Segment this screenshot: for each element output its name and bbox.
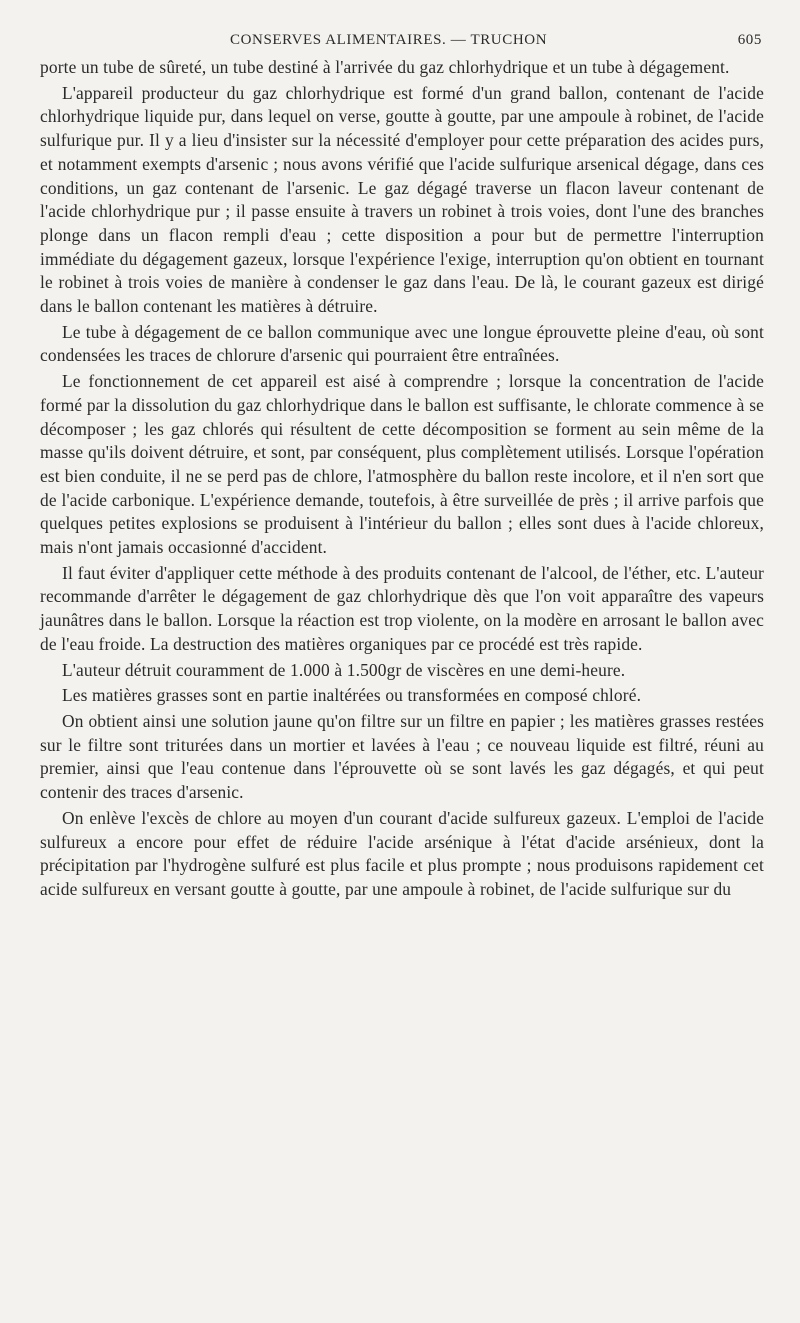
page-number: 605	[737, 32, 762, 48]
running-header	[40, 28, 764, 54]
paragraph: Le fonctionnement de cet appareil est aisé à comprendre ; lorsque la concentration de l'acide formé par la dissolution du gaz chlorhydrique dans le ballon est suffisante, le chlorate commence à se décomposer ; les gaz chlorés qui résultent de cette décomposition se forment au sein même de la masse qu'ils doivent détruire, et sont, par conséquent, plus complètement utilisés. Lorsque l'opération est bien conduite, il ne se perd pas de chlore, l'atmosphère du ballon reste incolore, et il n'en sort que de l'acide carbonique. L'expérience demande, toutefois, à être surveillée de près ; il arrive parfois que quelques petites explosions se produisent à l'intérieur du ballon ; elles sont dues à l'acide chloreux, mais n'ont jamais occasionné d'accident.	[40, 371, 764, 558]
paragraph: porte un tube de sûreté, un tube destiné à l'arrivée du gaz chlorhydrique et un tube à dégagement.	[40, 57, 730, 77]
paragraph: On obtient ainsi une solution jaune qu'on filtre sur un filtre en papier ; les matières grasses restées sur le filtre sont triturées dans un mortier et lavées à l'eau ; ce nouveau liquide est filtré, réuni au premier, ainsi que l'eau contenue dans l'éprouvette où se sont lavés les gaz dégagés, et qui peut contenir des traces d'arsenic.	[40, 710, 764, 803]
paragraph: Le tube à dégagement de ce ballon communique avec une longue éprouvette pleine d'eau, où sont condensées les traces de chlorure d'arsenic qui pourraient être entraînées.	[40, 321, 764, 366]
paragraph: L'auteur détruit couramment de 1.000 à 1.500gr de viscères en une demi-heure.	[62, 659, 626, 680]
running-title: CONSERVES ALIMENTAIRES. — TRUCHON	[230, 32, 548, 48]
paragraph: On enlève l'excès de chlore au moyen d'un courant d'acide sulfureux gazeux. L'emploi de l'acide sulfureux a encore pour effet de réduire l'acide arsénique à l'état d'acide arsénieux, dont la précipitation par l'hydrogène sulfuré est plus facile et plus prompte ; nous produisons rapidement cet acide sulfureux en versant goutte à goutte, par une ampoule à robinet, de l'acide sulfurique sur du	[40, 807, 764, 899]
paragraph: L'appareil producteur du gaz chlorhydrique est formé d'un grand ballon, contenant de l'acide chlorhydrique liquide pur, dans lequel on verse, goutte à goutte, par une ampoule à robinet, de l'acide sulfurique pur. Il y a lieu d'insister sur la nécessité d'employer pour cette préparation des acides purs, et notamment exempts d'arsenic ; nous avons vérifié que l'acide sulfurique arsenical dégage, dans ces conditions, un gaz contenant de l'arsenic. Le gaz dégagé traverse un flacon laveur contenant de l'acide chlorhydrique pur ; il passe ensuite à travers un robinet à trois voies, dont l'une des branches plonge dans un flacon rempli d'eau ; cette disposition a pour but de permettre l'interruption immédiate du dégagement gazeux, lorsque l'expérience l'exige, interruption qu'on obtient en tournant le robinet à trois voies de manière à condenser le gaz dans l'eau. De là, le courant gazeux est dirigé dans le ballon contenant les matières à détruire.	[40, 82, 764, 317]
paragraph: Il faut éviter d'appliquer cette méthode à des produits contenant de l'alcool, de l'éther, etc. L'auteur recommande d'arrêter le dégagement de gaz chlorhydrique dès que l'on voit apparaître des vapeurs jaunâtres dans le ballon. Lorsque la réaction est trop violente, on la modère en arrosant le ballon avec de l'eau froide. La destruction des matières organiques par ce procédé est très rapide.	[40, 562, 764, 654]
paragraph: Les matières grasses sont en partie inaltérées ou transformées en composé chloré.	[62, 685, 642, 706]
body-text	[40, 56, 764, 902]
